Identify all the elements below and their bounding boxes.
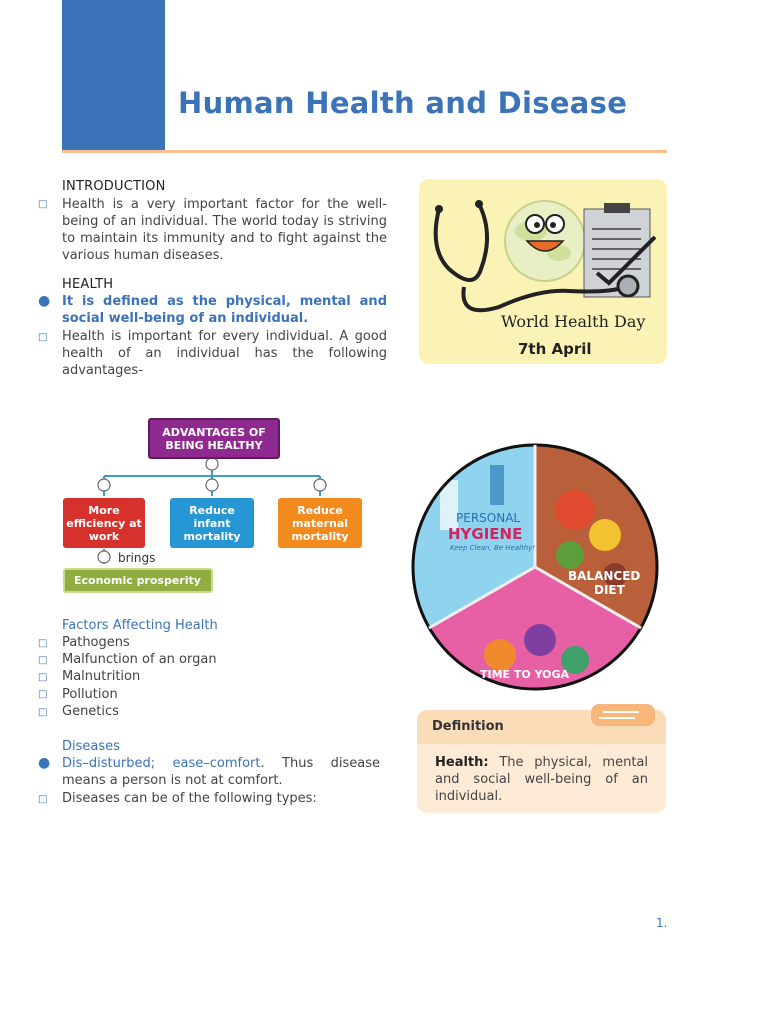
- diseases-bullet-1: [62, 755, 380, 789]
- world-health-day-label: World Health Day: [501, 312, 646, 331]
- flowchart-box-infant: Reduce infant mortality: [170, 498, 254, 548]
- diseases-etymology: Dis–disturbed; ease–comfort: [62, 756, 261, 771]
- bullet-icon: □: [38, 199, 48, 210]
- diseases-heading: Diseases: [62, 739, 120, 754]
- bullet-icon: □: [38, 794, 48, 805]
- diseases-meaning: . Thus disease means a person is not at comfort.: [62, 756, 380, 788]
- bullet-dot-icon: ●: [38, 293, 51, 309]
- intro-heading: INTRODUCTION: [62, 179, 166, 194]
- bullet-icon: □: [38, 672, 48, 683]
- intro-paragraph: Health is a very important factor for the well-being of an individual. The world today is striving to maintain its immunity and to fight against the various human diseases.: [62, 197, 387, 263]
- wheel-label-personal: PERSONAL: [456, 511, 521, 525]
- page-title: Human Health and Disease: [178, 86, 628, 120]
- bullet-icon: □: [38, 655, 48, 666]
- bullet-dot-icon: ●: [38, 755, 51, 771]
- flowchart-box-maternal: Reduce maternal mortality: [278, 498, 362, 548]
- factor-item: Genetics: [62, 704, 119, 719]
- title-divider: [62, 150, 667, 153]
- wheel-label-diet: DIET: [594, 583, 625, 597]
- page-number: 1.: [656, 916, 668, 930]
- bullet-icon: □: [38, 638, 48, 649]
- health-paragraph: Health is important for every individual. A good health of an individual has the following advantages-: [62, 329, 387, 378]
- flowchart-box-efficiency: More efficiency at work: [63, 498, 145, 548]
- wheel-label-balanced: BALANCED: [568, 569, 641, 583]
- flowchart-top-box: ADVANTAGES OF BEING HEALTHY: [148, 418, 280, 459]
- factor-item: Malfunction of an organ: [62, 652, 217, 667]
- world-health-day-date: 7th April: [518, 340, 592, 358]
- flowchart-bottom-box: Economic prosperity: [63, 568, 213, 593]
- definition-heading: Definition: [432, 719, 504, 734]
- advantages-flowchart: [62, 412, 362, 598]
- factor-item: Pollution: [62, 687, 118, 702]
- definition-text: [435, 754, 648, 805]
- wheel-label-hygiene: HYGIENE: [448, 525, 523, 543]
- bullet-icon: □: [38, 689, 48, 700]
- factor-item: Pathogens: [62, 635, 130, 650]
- world-health-day-card: [419, 179, 667, 364]
- wheel-label-tagline: Keep Clean, Be Healthy!: [450, 544, 536, 552]
- diseases-bullet-2: Diseases can be of the following types:: [62, 791, 317, 806]
- bullet-icon: □: [38, 332, 48, 343]
- wheel-label-yoga: TIME TO YOGA: [480, 668, 570, 681]
- flowchart-connector-label: brings: [118, 551, 156, 565]
- factors-heading: Factors Affecting Health: [62, 618, 218, 633]
- health-heading: HEALTH: [62, 277, 114, 292]
- header-blue-tab: [62, 0, 165, 150]
- lines-icon: [591, 704, 655, 726]
- definition-term: Health:: [435, 755, 489, 770]
- health-wheel-illustration: [400, 440, 670, 695]
- stethoscope-illustration: [419, 179, 667, 364]
- bullet-icon: □: [38, 707, 48, 718]
- factor-item: Malnutrition: [62, 669, 141, 684]
- definition-body: The physical, mental and social well-being of an individual.: [435, 755, 648, 804]
- definition-tag-icon: [591, 704, 655, 726]
- health-definition: It is defined as the physical, mental and social well-being of an individual.: [62, 294, 387, 326]
